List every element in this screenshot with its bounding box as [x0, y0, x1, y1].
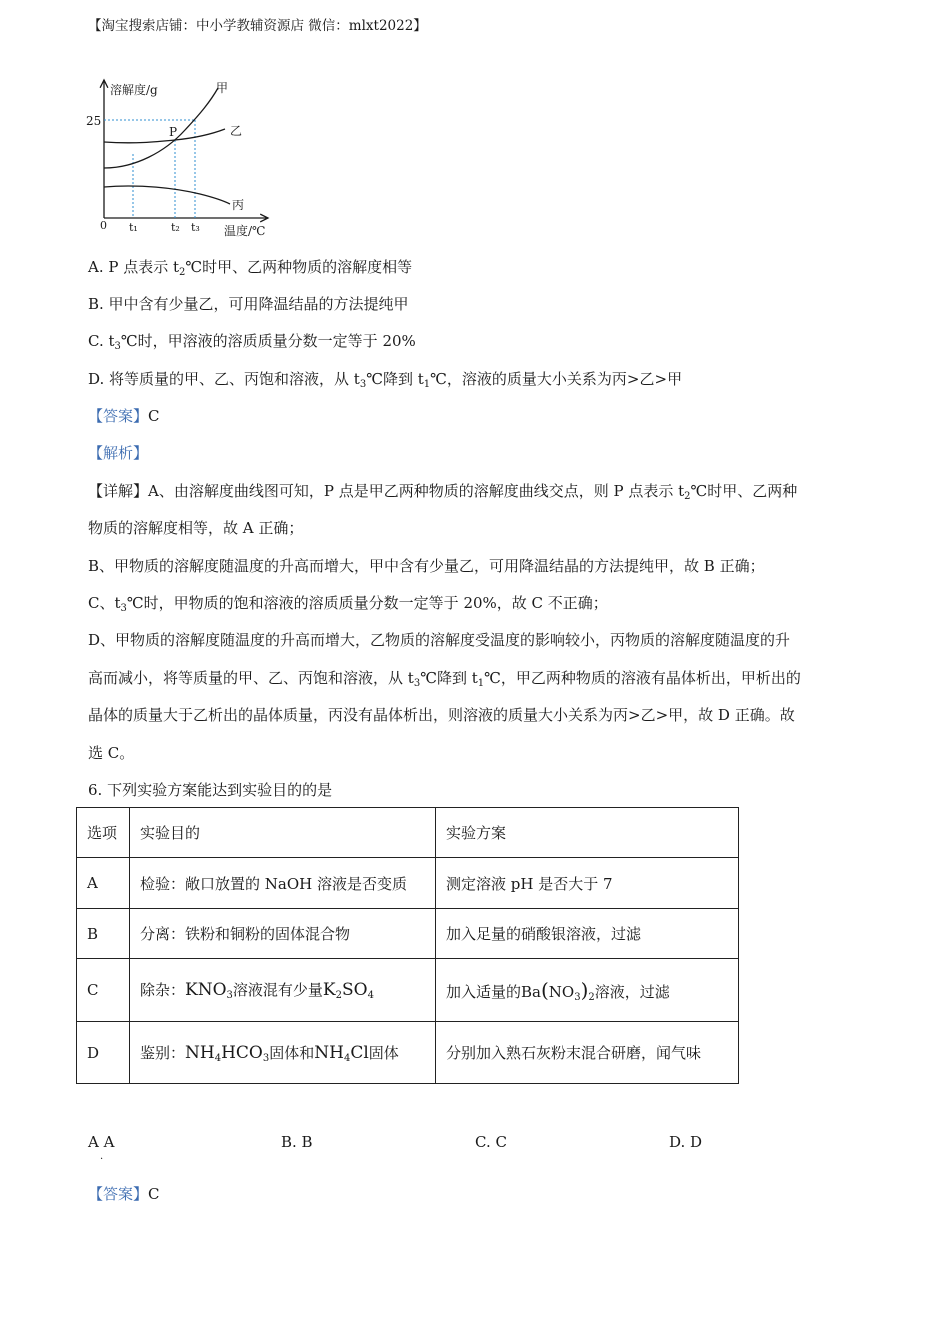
series-label-yi: 乙: [230, 124, 243, 138]
experiment-table: [76, 807, 739, 1084]
row-c-goal: 除杂：$KNO_3$溶液混有少量$K_2SO_4$: [130, 959, 436, 1022]
detail-line-8: 选 C。: [88, 744, 135, 762]
y-axis-label: 溶解度/g: [110, 83, 158, 97]
choice-a-dot: .: [100, 1151, 104, 1162]
detail-line-5: D、甲物质的溶解度随温度的升高而增大，乙物质的溶解度受温度的影响较小，丙物质的溶解度随温度的升: [88, 631, 791, 649]
row-c-option: C: [77, 959, 130, 1022]
series-label-jia: 甲: [216, 81, 229, 95]
header-goal: 实验目的: [130, 808, 436, 858]
row-b-option: B: [77, 909, 130, 959]
series-label-bing: 丙: [232, 198, 245, 212]
choice-d: D. D: [669, 1133, 703, 1151]
detail-line-3: B、甲物质的溶解度随温度的升高而增大，甲中含有少量乙，可用降温结晶的方法提纯甲，故 B 正确；: [88, 557, 765, 575]
origin-label: 0: [100, 219, 107, 232]
header-option: 选项: [77, 808, 130, 858]
table-row: [77, 959, 739, 1022]
detail-line-4: C、$t_3℃$时，甲物质的饱和溶液的溶质质量分数一定等于 20%，故 C 不正确；: [88, 594, 608, 614]
detail-line-6: 高而减小，将等质量的甲、乙、丙饱和溶液，从 $t_3℃$降到 $t_1℃$，甲乙两种物质的溶液有晶体析出，甲析出的: [88, 669, 801, 689]
x-tick-t3: t₃: [191, 221, 200, 234]
y-tick-25: 25: [86, 114, 102, 128]
option-d: D. 将等质量的甲、乙、丙饱和溶液，从 $t_3℃$降到 $t_1℃$，溶液的质量大小关系为丙>乙>甲: [88, 370, 683, 390]
row-d-plan: 分别加入熟石灰粉末混合研磨，闻气味: [436, 1022, 739, 1084]
row-a-option: A: [77, 858, 130, 909]
row-c-plan: 加入适量的$Ba(NO_3)_2$溶液，过滤: [436, 959, 739, 1022]
row-b-plan: 加入足量的硝酸银溶液，过滤: [436, 909, 739, 959]
curve-yi: [104, 129, 225, 143]
option-a: A. P 点表示 $t_2℃$时甲、乙两种物质的溶解度相等: [88, 258, 413, 278]
row-b-goal: 分离：铁粉和铜粉的固体混合物: [130, 909, 436, 959]
x-tick-t2: t₂: [171, 221, 180, 234]
curve-jia: [104, 88, 218, 168]
choice-a: A A: [88, 1133, 115, 1151]
answer-line-q5: 【答案】C: [88, 407, 160, 425]
analysis-tag: 【解析】: [88, 444, 149, 462]
curve-bing: [104, 186, 230, 204]
x-axis-label: 温度/℃: [224, 224, 266, 238]
row-d-goal: 鉴别：$NH_4HCO_3$固体和$NH_4Cl$固体: [130, 1022, 436, 1084]
row-d-option: D: [77, 1022, 130, 1084]
detail-line-1: 【详解】A、由溶解度曲线图可知，P 点是甲乙两种物质的溶解度曲线交点，则 P 点表示 $t_2℃$时甲、乙两种: [88, 482, 798, 502]
answer-line-q6: 【答案】C: [88, 1185, 160, 1203]
table-row: [77, 1022, 739, 1084]
detail-line-7: 晶体的质量大于乙析出的晶体质量，丙没有晶体析出，则溶液的质量大小关系为丙>乙>甲，故 D 正确。故: [88, 706, 795, 724]
page-header: 【淘宝搜索店铺：中小学教辅资源店 微信：mlxt2022】: [88, 18, 427, 34]
table-row: [77, 909, 739, 959]
x-tick-t1: t₁: [129, 221, 138, 234]
row-a-plan: 测定溶液 pH 是否大于 7: [436, 858, 739, 909]
option-c: C. $t_3℃$时，甲溶液的溶质质量分数一定等于 20%: [88, 332, 416, 352]
solubility-chart: [80, 74, 280, 242]
row-a-goal: 检验：敞口放置的 NaOH 溶液是否变质: [130, 858, 436, 909]
table-header-row: [77, 808, 739, 858]
detail-line-2: 物质的溶解度相等，故 A 正确；: [88, 519, 304, 537]
point-p-label: P: [169, 125, 178, 139]
question-6-stem: 6. 下列实验方案能达到实验目的的是: [88, 781, 333, 799]
header-plan: 实验方案: [436, 808, 739, 858]
choice-b: B. B: [281, 1133, 313, 1151]
table-row: [77, 858, 739, 909]
choice-c: C. C: [475, 1133, 507, 1151]
option-b: B. 甲中含有少量乙，可用降温结晶的方法提纯甲: [88, 295, 409, 313]
